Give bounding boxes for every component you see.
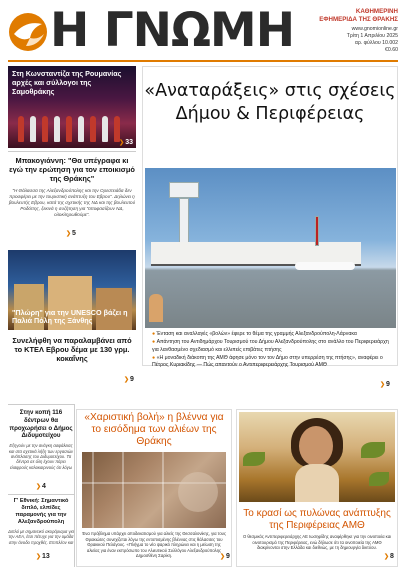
page-ref (66, 230, 76, 237)
page-ref (36, 483, 46, 490)
wine-headline[interactable]: Το κρασί ως πυλώνας ανάπτυξης της Περιφέρειας ΑΜΘ (243, 508, 391, 531)
arrow-icon: ❯ (66, 231, 72, 237)
page-ref (220, 553, 230, 560)
bullet-icon: ● (152, 331, 157, 337)
bullet-icon: ● (152, 354, 157, 361)
dancer-figure (66, 116, 72, 142)
page-number: 4 (42, 483, 46, 490)
story1-headline[interactable]: Μπακογιάννη: "Θα υπέγραφα κι εγώ την ερώτηση για τον εποικισμό της Θράκης" (9, 156, 135, 184)
photo-dancers[interactable] (8, 66, 136, 148)
dancer-figure (30, 116, 36, 142)
photo-fishing-net[interactable] (82, 452, 226, 528)
page-ref (36, 553, 50, 560)
story-football[interactable] (8, 498, 74, 545)
arrow-icon: ❯ (124, 377, 130, 383)
bullet-item[interactable] (152, 331, 394, 338)
net-strand (162, 452, 164, 528)
page-ref (124, 376, 134, 383)
newspaper-logo[interactable]: Η ΓΝΩΜΗ (50, 3, 295, 58)
shoulders (295, 464, 339, 502)
story3-headline[interactable]: Στην κοπή 116 δέντρων θα προχωρήσει ο Δήμος Διδυμοτείχου (9, 409, 73, 440)
arrow-icon: ❯ (220, 554, 226, 560)
arrow-icon: ❯ (380, 382, 386, 388)
tagline-1: ΚΑΘΗΜΕΡΙΝΗ (355, 8, 398, 15)
arrow-icon: ❯ (384, 554, 390, 560)
story1-body: "Η Θάλασσα της Αλεξανδρούπολης και την Ορεστειάδα δεν προσφέρει με την τουριστική ανάπτυξη του Εβρου". Δηλώνει η βουλευτής Εβρου, κατά της σχετικής της ΝΔ και της βουλευτού Ροδόπης, ξεκινά η συζήτηση για "αποφασίζουν ΝΔ, ολοκληρωθούμε". (8, 187, 136, 217)
control-tower-cab (169, 182, 199, 198)
arrow-icon: ❯ (36, 484, 42, 490)
divider (74, 404, 75, 567)
story-cocaine[interactable] (8, 336, 136, 364)
feature-bullets (152, 331, 394, 370)
dancer-figure (42, 116, 48, 142)
airplane (295, 262, 355, 270)
photo-airport[interactable] (145, 168, 396, 328)
issue-date: Τρίτη 1 Απριλίου 2025 (346, 33, 398, 39)
masthead-divider (8, 60, 398, 62)
fishermen-body: Ένα πρόβλημα υπάρχει αποδεκατισμού για αλιείς της Θεσσαλονίκης, για τους Θρακιώτες συνεχίζεται λόγω της εντοπισμένης βλέννας στις θάλασσες του Θρακικού Πελάγους. «Πλήγμα το νέο ψαρικό πληρώνει και η μείωση της αλιείας για έναν εκπρόσωπο του Αλιευτικού Συλλόγου Αλεξανδρούπολης Δημοσθένη Σαρίκη. (82, 531, 226, 559)
antenna (315, 216, 319, 246)
page-number: 8 (390, 553, 394, 560)
logo-bird-icon (8, 10, 50, 54)
page-ref (380, 381, 390, 388)
dancer-figure (90, 116, 96, 142)
main-headline[interactable]: «Αναταράξεις» στις σχέσεις Δήμου & Περιφέρειας (144, 81, 396, 124)
story-trees[interactable] (8, 409, 74, 470)
story3-body: Εξηγούν με την ανάγκη ασφάλειας και στα σχετικά λήξη των εργασιών ανάπλασης του Διδυμοτείχου. Τα δέντρα σε όλη έχουν πάρει ελαφρούς καλοκαιρινούς ότι λόγω (8, 443, 74, 470)
price: €0.60 (385, 47, 398, 53)
wine-body: Ο θεσμικός Αντιπεριφερειάρχης ΑΕ Ιωσηφίδης αναφέρθηκε για την οινοποιία και οινοτουρισμό της Περιφέρειας, ενώ δήλωσε ότι τα οινοποιεία της ΑΜΘ διακρίνονται στην Ελλάδα και διεθνώς, με τη δημιουργία δικτύου. (242, 534, 392, 551)
bullet-text: Απάντηση του Αντιδημάρχου Τουρισμού του Δήμου Αλεξανδρούπολης στο ανάλλο του Περιφερειάρχη για λανθασμένο σχεδιασμό και ελλιπείς επιβάτες πτήσης (152, 339, 389, 353)
divider (8, 151, 136, 152)
face (299, 426, 333, 466)
story2-headline[interactable]: Συνελήφθη να παραλαμβάνει από το ΚΤΕΛ Εβρου δέμα με 130 γρμ. κοκαΐνης (12, 336, 132, 364)
net-strand (92, 452, 94, 528)
dancer-figure (78, 116, 84, 142)
divider (8, 494, 74, 495)
bullet-item[interactable] (152, 339, 394, 354)
page-ref (119, 139, 133, 146)
dancer-figure (54, 116, 60, 142)
bullet-item[interactable] (152, 355, 394, 370)
vine-leaf (369, 472, 389, 486)
page-number: 5 (72, 230, 76, 237)
story-bakoyianni[interactable] (8, 156, 136, 218)
website[interactable]: www.gnomionline.gr (351, 26, 398, 32)
photo1-caption[interactable]: Στη Κωνσταντίζα της Ρουμανίας αρχές και σύλλογοι της Σαμοθράκης (12, 69, 122, 96)
page-number: 9 (226, 553, 230, 560)
person-figure (149, 294, 163, 322)
net-strand (122, 452, 124, 528)
photo-wine[interactable] (239, 412, 395, 502)
story4-headline[interactable]: Γ' Εθνική: Σημαντικό διπλό, ελπίδες παραμονής για την Αλεξανδρούπολη (13, 498, 69, 525)
vine-leaf (243, 452, 265, 466)
tagline-2: ΕΦΗΜΕΡΙΔΑ ΤΗΣ ΘΡΑΚΗΣ (319, 15, 398, 23)
masthead-info (319, 8, 398, 54)
page-number: 9 (386, 381, 390, 388)
photo2-caption[interactable]: "Πλώρη" για την UNESCO βάζει η Παλιά Πόλη της Ξάνθης (12, 307, 128, 326)
fishermen-headline[interactable]: «Χαριστική βολή» η βλέννα για το εισόδημα των αλιέων της Θράκης (84, 412, 224, 447)
dancer-figure (102, 116, 108, 142)
page-number: 9 (130, 376, 134, 383)
arrow-icon: ❯ (119, 140, 125, 146)
divider (8, 404, 74, 405)
bullet-icon: ● (152, 339, 157, 346)
photo-xanthi[interactable] (8, 250, 136, 330)
page-ref (384, 553, 394, 560)
issue-number: αρ. φύλλου 10.002 (354, 40, 398, 46)
page-number: 13 (42, 553, 50, 560)
page-number: 33 (125, 139, 133, 146)
bullet-text: «Η μοναδική διάκοπη της ΑΜΘ άφησε μόνο τον τον Δήμο στην υπερρέση της πτήσης», αναφέρει ο Πέτρος Κυριακίδης — Πώς απαντούν ο Αντιπεριφερειάρχης Τουρισμού ΑΜΘ (152, 354, 383, 369)
dancer-figure (18, 116, 24, 142)
story4-body: Διπλό με σημαντικό σκοράρισμα για την ΑΕΑ, έτσι πέτυχε για την ομάδα στην άνοδο προχθές. Επιπλέον και (8, 529, 74, 545)
hand (178, 472, 218, 512)
masthead (0, 0, 406, 62)
vine-leaf (361, 442, 385, 458)
bullet-text: Ένταση και αναλλαγές «βολών» έφερε το θέμα της γραμμής Αλεξανδρούπολη-Λάρνακα (156, 331, 357, 337)
arrow-icon: ❯ (36, 554, 42, 560)
